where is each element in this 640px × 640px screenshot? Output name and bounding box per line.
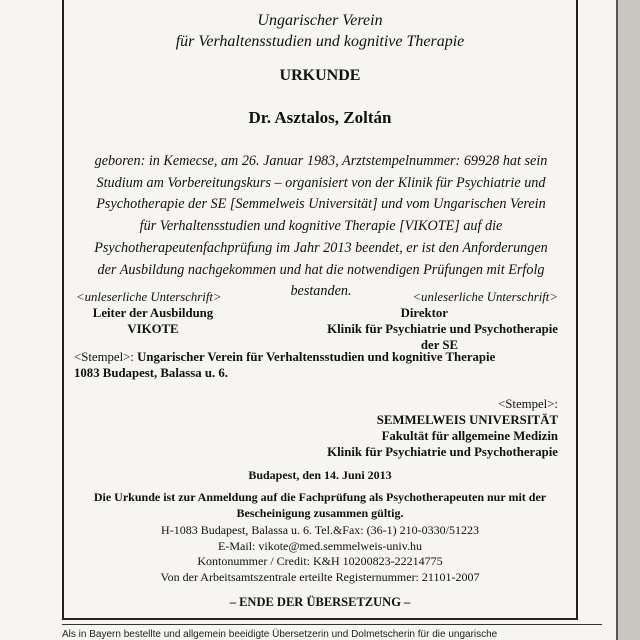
body-line: der Ausbildung nachgekommen und hat die notwendigen Prüfungen mit Erfolg	[97, 261, 545, 278]
validity-note	[62, 490, 578, 521]
signature-organization-suffix: der SE	[420, 338, 458, 352]
body-line: geboren: in Kemecse, am 26. Januar 1983, Arztstempelnummer: 69928 hat sein	[94, 153, 548, 169]
address-line: Von der Arbeitsamtszentrale erteilte Registernummer: 21101-2007	[160, 569, 480, 584]
body-line: bestanden.	[290, 283, 352, 300]
certificate-body	[76, 151, 566, 303]
contact-address-block	[62, 523, 578, 585]
translator-footer: Als in Bayern bestellte und allgemein beeidigte Übersetzerin und Dolmetscherin für die ungarische	[62, 629, 498, 640]
stamp-address: 1083 Budapest, Balassa u. 6.	[74, 366, 228, 380]
recipient-name: Dr. Asztalos, Zoltán	[248, 108, 392, 127]
body-line: Studium am Vorbereitungskurs – organisiert von der Klinik für Psychiatrie und	[96, 174, 546, 191]
body-line: für Verhaltensstudien und kognitive Therapie [VIKOTE] auf die	[139, 218, 503, 235]
signature-block-right	[327, 289, 558, 353]
signature-block-left	[76, 289, 230, 337]
stamp-organization: Ungarischer Verein für Verhaltensstudien und kognitive Therapie	[137, 350, 496, 364]
organization-header	[62, 10, 578, 52]
stamp-left	[74, 349, 495, 381]
signature-role: Leiter der Ausbildung	[92, 306, 214, 320]
signature-role: Direktor	[400, 306, 448, 320]
document-title: URKUNDE	[279, 67, 361, 84]
validity-note-line: Bescheinigung zusammen gültig.	[236, 505, 404, 520]
stamp-line: Klinik für Psychiatrie und Psychotherapie	[327, 445, 558, 459]
validity-note-line: Die Urkunde ist zur Anmeldung auf die Fachprüfung als Psychotherapeuten nur mit der	[93, 490, 547, 504]
signature-placeholder: <unleserliche Unterschrift>	[412, 290, 558, 304]
stamp-line: Fakultät für allgemeine Medizin	[381, 429, 558, 443]
body-line: Psychotherapeutenfachprüfung im Jahr 2013 beendet, er ist den Anforderungen	[94, 239, 548, 256]
stamp-label: <Stempel>:	[498, 397, 558, 411]
body-line: Psychotherapie der SE [Semmelweis Universität] und vom Ungarischen Verein	[96, 196, 546, 213]
organization-line-2: für Verhaltensstudien und kognitive Therapie	[175, 33, 465, 50]
place-and-date: Budapest, den 14. Juni 2013	[248, 468, 392, 482]
footer-divider	[62, 624, 602, 625]
stamp-line: SEMMELWEIS UNIVERSITÄT	[376, 413, 558, 427]
address-line: Kontonummer / Credit: K&H 10200823-22214775	[197, 554, 443, 568]
signature-organization: VIKOTE	[127, 322, 179, 336]
stamp-label: <Stempel>:	[74, 350, 134, 364]
signature-organization: Klinik für Psychiatrie und Psychotherapie	[327, 322, 558, 336]
end-of-translation-marker: – ENDE DER ÜBERSETZUNG –	[229, 595, 411, 609]
address-line: H-1083 Budapest, Balassa u. 6. Tel.&Fax: (36-1) 210-0330/51223	[161, 523, 479, 537]
stamp-right	[327, 396, 558, 460]
organization-line-1: Ungarischer Verein	[257, 12, 383, 29]
signature-placeholder: <unleserliche Unterschrift>	[76, 290, 222, 304]
address-line: E-Mail: vikote@med.semmelweis-univ.hu	[218, 538, 422, 553]
